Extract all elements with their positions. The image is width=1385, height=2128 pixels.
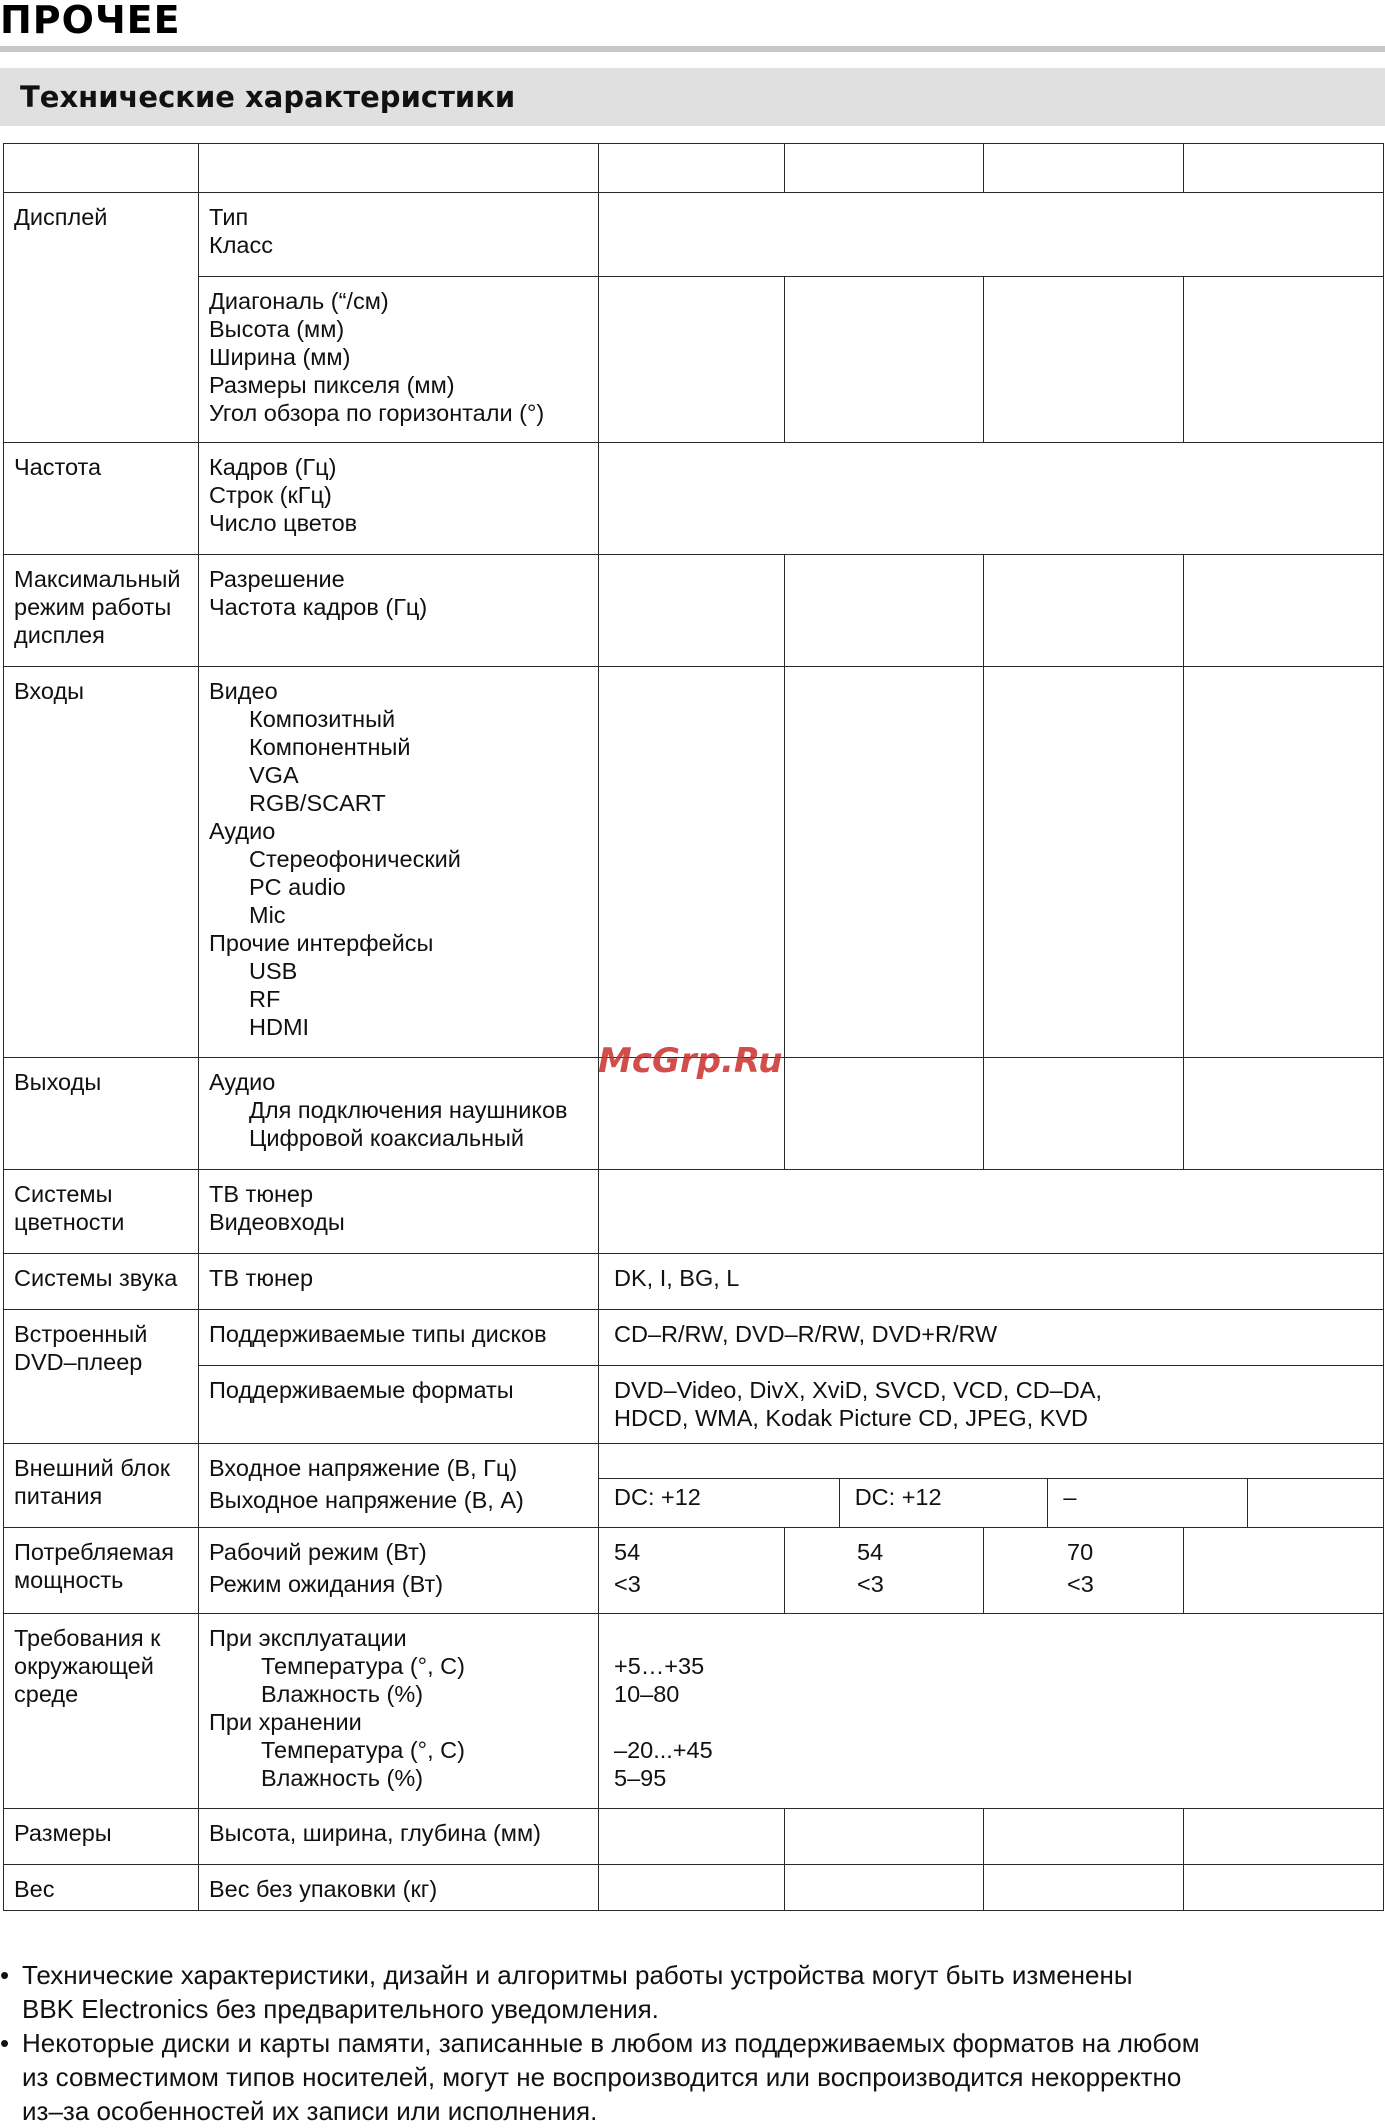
value-cell — [984, 667, 1184, 1058]
header-cell — [599, 144, 785, 193]
table-row-weight — [4, 1865, 1384, 1911]
consumption-params — [199, 1528, 599, 1614]
param-mic: Mic — [249, 902, 286, 928]
row-label-frequency: Частота — [4, 443, 199, 555]
param-resolution: Разрешение — [209, 566, 345, 592]
param-composite: Композитный — [249, 706, 396, 732]
watermark: McGrp.Ru — [598, 1041, 783, 1081]
environment-values — [599, 1614, 1384, 1809]
value-cell — [984, 1058, 1184, 1170]
value-operation-humidity: 10–80 — [614, 1681, 680, 1707]
param-rf: RF — [249, 986, 281, 1012]
param-stereo: Стереофонический — [249, 846, 461, 872]
header-cell — [984, 144, 1184, 193]
dimensions-param: Высота, ширина, глубина (мм) — [199, 1809, 599, 1865]
value-cell — [984, 1865, 1184, 1911]
table-row-sound-systems — [4, 1254, 1384, 1310]
param-diagonal: Диагональ (“/см) — [209, 288, 389, 314]
outputs-params — [199, 1058, 599, 1170]
display-type-params — [199, 193, 599, 277]
param-video: Видео — [209, 678, 278, 704]
table-row-frequency — [4, 443, 1384, 555]
output-voltage-value — [1248, 1479, 1383, 1527]
bullet-icon: • — [0, 1960, 10, 1990]
consumption-value — [984, 1528, 1184, 1614]
footnote-line: из–за особенностей их записи или исполнения. — [22, 2096, 598, 2126]
value-cell — [984, 1809, 1184, 1865]
row-label-display: Дисплей — [4, 193, 199, 443]
footnote-item — [0, 2026, 1385, 2128]
row-label-sound-systems: Системы звука — [4, 1254, 199, 1310]
param-colors: Число цветов — [209, 510, 358, 536]
value-line: 70 — [1067, 1539, 1094, 1565]
header-cell — [4, 144, 199, 193]
dvd-discs-value: CD–R/RW, DVD–R/RW, DVD+R/RW — [599, 1310, 1384, 1366]
value-cell — [785, 1058, 984, 1170]
param-height: Высота (мм) — [209, 316, 345, 342]
param-component: Компонентный — [249, 734, 411, 760]
value-line: <3 — [857, 1571, 884, 1597]
bullet-icon: • — [0, 2028, 10, 2058]
inputs-params — [199, 667, 599, 1058]
value-cell — [785, 1865, 984, 1911]
row-label-inputs: Входы — [4, 667, 199, 1058]
page-title: ПРОЧЕЕ — [0, 0, 181, 42]
param-audio-out: Аудио — [209, 1069, 276, 1095]
param-pixel-size: Размеры пикселя (мм) — [209, 372, 455, 398]
table-row-dvd-formats — [4, 1366, 1384, 1444]
consumption-value — [599, 1528, 785, 1614]
max-mode-params — [199, 555, 599, 667]
param-storage: При хранении — [209, 1709, 362, 1735]
param-tv-tuner: ТВ тюнер — [209, 1181, 314, 1207]
value-cell — [1184, 1865, 1384, 1911]
value-cell — [785, 1809, 984, 1865]
value-line: 54 — [614, 1539, 641, 1565]
row-label-weight: Вес — [4, 1865, 199, 1911]
param-viewing-angle: Угол обзора по горизонтали (°) — [209, 400, 545, 426]
footnote-line: из совместимом типов носителей, могут не воспроизводится или воспроизводится некорректно — [22, 2062, 1182, 2092]
footnotes — [0, 1958, 1385, 2128]
color-systems-params — [199, 1170, 599, 1254]
value-cell — [599, 193, 1384, 277]
specifications-table — [3, 143, 1384, 1911]
value-cell — [599, 443, 1384, 555]
row-label-max-mode: Максимальный режим работы дисплея — [4, 555, 199, 667]
row-label-color-systems: Системы цветности — [4, 1170, 199, 1254]
dvd-formats-param: Поддерживаемые форматы — [199, 1366, 599, 1444]
environment-params — [199, 1614, 599, 1809]
sound-systems-param: ТВ тюнер — [199, 1254, 599, 1310]
table-row-color-systems — [4, 1170, 1384, 1254]
value-line: 54 — [857, 1539, 884, 1565]
table-row-environment — [4, 1614, 1384, 1809]
param-usb: USB — [249, 958, 298, 984]
param-vga: VGA — [249, 762, 299, 788]
param-audio: Аудио — [209, 818, 276, 844]
param-output-voltage: Выходное напряжение (В, А) — [209, 1487, 524, 1513]
row-label-consumption: Потребляемая мощность — [4, 1528, 199, 1614]
value-cell — [984, 277, 1184, 443]
consumption-value — [785, 1528, 984, 1614]
table-row-dvd-discs — [4, 1310, 1384, 1366]
output-voltage-values — [599, 1479, 1383, 1527]
param-frame-frequency: Частота кадров (Гц) — [209, 594, 428, 620]
param-type: Тип — [209, 204, 249, 230]
value-storage-temperature: –20...+45 — [614, 1737, 713, 1763]
header-cell — [199, 144, 599, 193]
param-coaxial: Цифровой коаксиальный — [249, 1125, 525, 1151]
param-class: Класс — [209, 232, 273, 258]
value-cell — [599, 555, 785, 667]
value-cell — [984, 555, 1184, 667]
table-row-display-type — [4, 193, 1384, 277]
output-voltage-value: – — [1048, 1479, 1248, 1527]
power-supply-params — [199, 1444, 599, 1528]
param-headphones: Для подключения наушников — [249, 1097, 568, 1123]
value-cell — [599, 1865, 785, 1911]
value-cell — [599, 277, 785, 443]
header-cell — [785, 144, 984, 193]
footnote-line: Технические характеристики, дизайн и алгоритмы работы устройства могут быть изменены — [22, 1960, 1133, 1990]
param-input-voltage: Входное напряжение (В, Гц) — [209, 1455, 518, 1481]
footnote-line: BBK Electronics без предварительного уведомления. — [22, 1994, 659, 2024]
param-frame-rate: Кадров (Гц) — [209, 454, 337, 480]
value-cell — [599, 1170, 1384, 1254]
row-label-dvd: Встроенный DVD–плеер — [4, 1310, 199, 1444]
weight-param: Вес без упаковки (кг) — [199, 1865, 599, 1911]
table-row-max-mode — [4, 555, 1384, 667]
title-divider — [0, 46, 1385, 52]
param-storage-humidity: Влажность (%) — [261, 1765, 424, 1791]
power-supply-values — [599, 1444, 1384, 1528]
dvd-formats-value — [599, 1366, 1384, 1444]
param-storage-temperature: Температура (°, С) — [261, 1737, 465, 1763]
input-voltage-value — [599, 1444, 1383, 1479]
table-row-inputs — [4, 667, 1384, 1058]
frequency-params — [199, 443, 599, 555]
sound-systems-value: DK, I, BG, L — [599, 1254, 1384, 1310]
param-video-inputs: Видеовходы — [209, 1209, 345, 1235]
footnote-item — [0, 1958, 1385, 2026]
row-label-outputs: Выходы — [4, 1058, 199, 1170]
table-row-dimensions — [4, 1809, 1384, 1865]
value-cell — [785, 667, 984, 1058]
row-label-power-supply: Внешний блок питания — [4, 1444, 199, 1528]
param-standby-mode: Режим ожидания (Вт) — [209, 1571, 444, 1597]
param-pc-audio: PC audio — [249, 874, 346, 900]
param-operating-mode: Рабочий режим (Вт) — [209, 1539, 427, 1565]
value-cell — [785, 277, 984, 443]
param-width: Ширина (мм) — [209, 344, 351, 370]
value-operation-temperature: +5…+35 — [614, 1653, 705, 1679]
param-hdmi: HDMI — [249, 1014, 310, 1040]
table-row-display-size — [4, 277, 1384, 443]
value-cell — [1184, 1058, 1384, 1170]
value-storage-humidity: 5–95 — [614, 1765, 667, 1791]
value-cell — [1184, 555, 1384, 667]
param-other-interfaces: Прочие интерфейсы — [209, 930, 434, 956]
section-title: Технические характеристики — [20, 80, 516, 114]
table-row-consumption — [4, 1528, 1384, 1614]
header-cell — [1184, 144, 1384, 193]
value-cell — [1184, 1809, 1384, 1865]
value-line: <3 — [1067, 1571, 1094, 1597]
formats-line: DVD–Video, DivX, XviD, SVCD, VCD, CD–DA, — [614, 1377, 1102, 1403]
value-cell — [1184, 667, 1384, 1058]
param-rgb-scart: RGB/SCART — [249, 790, 386, 816]
value-cell — [599, 1809, 785, 1865]
value-cell — [599, 667, 785, 1058]
param-line-rate: Строк (кГц) — [209, 482, 332, 508]
value-line: <3 — [614, 1571, 641, 1597]
formats-line: HDCD, WMA, Kodak Picture CD, JPEG, KVD — [614, 1405, 1089, 1431]
table-header-row — [4, 144, 1384, 193]
output-voltage-value: DC: +12 — [599, 1479, 840, 1527]
table-row-power-supply — [4, 1444, 1384, 1528]
display-size-params — [199, 277, 599, 443]
param-operation-temperature: Температура (°, С) — [261, 1653, 465, 1679]
value-cell — [785, 555, 984, 667]
row-label-dimensions: Размеры — [4, 1809, 199, 1865]
output-voltage-value: DC: +12 — [840, 1479, 1049, 1527]
row-label-environment: Требования к окружающей среде — [4, 1614, 199, 1809]
param-operation: При эксплуатации — [209, 1625, 407, 1651]
value-cell — [1184, 1528, 1384, 1614]
param-operation-humidity: Влажность (%) — [261, 1681, 424, 1707]
footnote-line: Некоторые диски и карты памяти, записанные в любом из поддерживаемых форматов на любом — [22, 2028, 1200, 2058]
value-cell — [1184, 277, 1384, 443]
dvd-discs-param: Поддерживаемые типы дисков — [199, 1310, 599, 1366]
